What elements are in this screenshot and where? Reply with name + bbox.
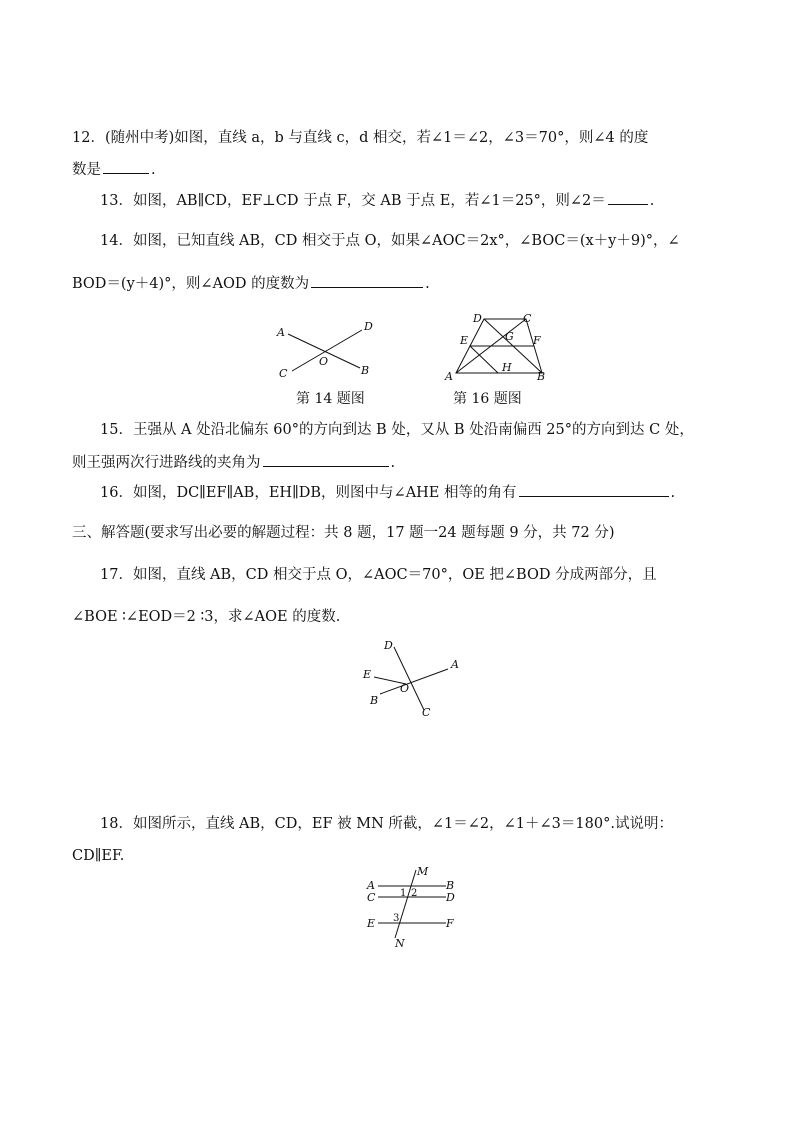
label-e: E (363, 668, 372, 681)
figure-17 (358, 636, 468, 720)
label-b: B (361, 364, 370, 377)
label-e: E (367, 917, 376, 930)
angle-2-label: 2 (411, 888, 418, 899)
line-cd (394, 647, 424, 710)
figure-14 (270, 316, 380, 380)
question-14-line-1: 14．如图，已知直线 AB，CD 相交于点 O，如果∠AOC＝2x°，∠BOC＝(x＋y＋9)°，∠ (100, 233, 680, 249)
line-ab (380, 669, 448, 694)
question-12-line-2 (72, 159, 722, 180)
question-12-text: 数是 (72, 162, 101, 178)
answer-blank-13[interactable] (608, 190, 648, 205)
label-a: A (367, 879, 375, 892)
question-13 (100, 190, 750, 211)
figure-16-caption: 第 16 题图 (453, 391, 522, 407)
question-14-line-2 (72, 273, 722, 294)
label-b: B (446, 879, 455, 892)
label-d: D (384, 639, 393, 652)
label-b: B (537, 370, 546, 383)
label-f: F (533, 334, 541, 347)
question-13-text: 13．如图，AB∥CD，EF⊥CD 于点 F，交 AB 于点 E，若∠1＝25°，则∠2＝ (100, 193, 606, 209)
answer-blank-15[interactable] (263, 452, 389, 467)
label-m: M (417, 865, 429, 878)
label-d: D (446, 891, 455, 904)
question-17-line-2: ∠BOE ∶∠EOD＝2 ∶3，求∠AOE 的度数. (72, 609, 341, 625)
label-b: B (370, 694, 379, 707)
question-15-line-2 (72, 452, 722, 473)
question-12-line-1: 12．(随州中考)如图，直线 a，b 与直线 c，d 相交，若∠1＝∠2，∠3＝70°，则∠4 的度 (72, 130, 649, 146)
figure-14-caption: 第 14 题图 (296, 391, 365, 407)
label-a: A (445, 370, 453, 383)
label-h: H (502, 361, 512, 374)
label-o: O (319, 355, 329, 368)
question-15-line-1: 15．王强从 A 处沿北偏东 60°的方向到达 B 处，又从 B 处沿南偏西 25°的方向到达 C 处， (100, 422, 694, 438)
figure-16 (440, 306, 550, 384)
transversal-mn (395, 870, 416, 938)
question-18-line-1: 18．如图所示，直线 AB，CD，EF 被 MN 所截，∠1＝∠2，∠1＋∠3＝180°.试说明： (100, 816, 673, 832)
label-c-top: C (523, 312, 532, 325)
answer-blank-12[interactable] (103, 159, 149, 174)
question-14-text: BOD＝(y＋4)°，则∠AOD 的度数为 (72, 276, 310, 292)
label-g: G (505, 330, 514, 343)
question-17-line-1: 17．如图，直线 AB，CD 相交于点 O，∠AOC＝70°，OE 把∠BOD 分成两部分，且 (100, 567, 657, 583)
question-18-line-2: CD∥EF. (72, 848, 125, 864)
label-n: N (395, 937, 405, 950)
label-d: D (364, 320, 373, 333)
section-3-title: 三、解答题(要求写出必要的解题过程：共 8 题，17 题一24 题每题 9 分，共 72 分) (72, 525, 615, 541)
question-16-text: 16．如图，DC∥EF∥AB，EH∥DB，则图中与∠AHE 相等的角有 (100, 485, 517, 501)
answer-blank-14[interactable] (311, 273, 423, 288)
question-13-end: . (649, 193, 655, 209)
label-a: A (277, 326, 285, 339)
angle-3-label: 3 (393, 913, 400, 924)
label-a: A (451, 658, 459, 671)
figure-18 (362, 862, 462, 950)
question-15-text: 则王强两次行进路线的夹角为 (72, 455, 261, 471)
label-c: C (279, 367, 288, 380)
label-o: O (400, 682, 410, 695)
question-16-end: . (670, 485, 676, 501)
label-e: E (460, 334, 469, 347)
question-12-end: . (151, 162, 156, 178)
question-16 (100, 482, 750, 503)
label-c: C (422, 706, 431, 719)
question-15-end: . (390, 455, 396, 471)
answer-blank-16[interactable] (519, 482, 669, 497)
question-14-end: . (425, 276, 430, 292)
label-d: D (473, 312, 482, 325)
angle-1-label: 1 (400, 888, 407, 899)
label-f: F (446, 917, 454, 930)
label-c: C (367, 891, 376, 904)
